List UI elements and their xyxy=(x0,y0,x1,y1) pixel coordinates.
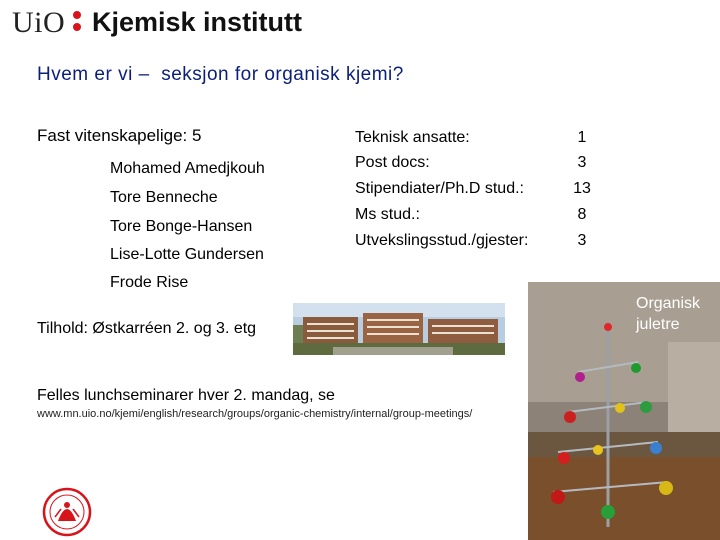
stat-value: 13 xyxy=(573,180,591,197)
uio-logo-text: UiO xyxy=(12,6,66,39)
slide-title: Hvem er vi – seksjon for organisk kjemi? xyxy=(37,64,404,85)
stat-label: Stipendiater/Ph.D stud.: xyxy=(355,180,524,197)
staff-heading: Fast vitenskapelige: 5 xyxy=(37,126,202,145)
stat-value: 8 xyxy=(577,206,587,223)
staff-name: Frode Rise xyxy=(110,274,189,291)
staff-name: Mohamed Amedjkouh xyxy=(110,160,265,177)
stat-value: 3 xyxy=(577,232,587,249)
photo-caption xyxy=(636,293,700,335)
stat-row xyxy=(355,206,605,230)
lunch-seminar-text: Felles lunchseminarer hver 2. mandag, se xyxy=(37,387,335,404)
photo-caption-line: Organisk xyxy=(636,295,701,312)
stat-row xyxy=(355,129,605,153)
staff-name: Lise-Lotte Gundersen xyxy=(110,246,264,263)
stat-row xyxy=(355,180,605,204)
location-text: Tilhold: Østkarréen 2. og 3. etg xyxy=(37,320,257,337)
uio-seal-icon xyxy=(38,487,96,537)
stat-row xyxy=(355,154,605,178)
logo-colon-icon xyxy=(70,10,84,34)
staff-name: Tore Benneche xyxy=(110,189,218,206)
stat-label: Ms stud.: xyxy=(355,206,420,223)
institute-name: Kjemisk institutt xyxy=(92,7,303,37)
building-photo xyxy=(293,303,505,355)
staff-name: Tore Bonge-Hansen xyxy=(110,218,253,235)
stat-row xyxy=(355,232,605,256)
stat-value: 1 xyxy=(577,129,587,146)
stat-label: Utvekslingsstud./gjester: xyxy=(355,232,529,249)
photo-caption-line: juletre xyxy=(636,316,680,333)
group-meetings-link[interactable]: www.mn.uio.no/kjemi/english/research/groups/organic-chemistry/internal/group-meetings/ xyxy=(37,408,473,420)
stat-label: Post docs: xyxy=(355,154,430,171)
stat-value: 3 xyxy=(577,154,587,171)
stat-label: Teknisk ansatte: xyxy=(355,129,470,146)
